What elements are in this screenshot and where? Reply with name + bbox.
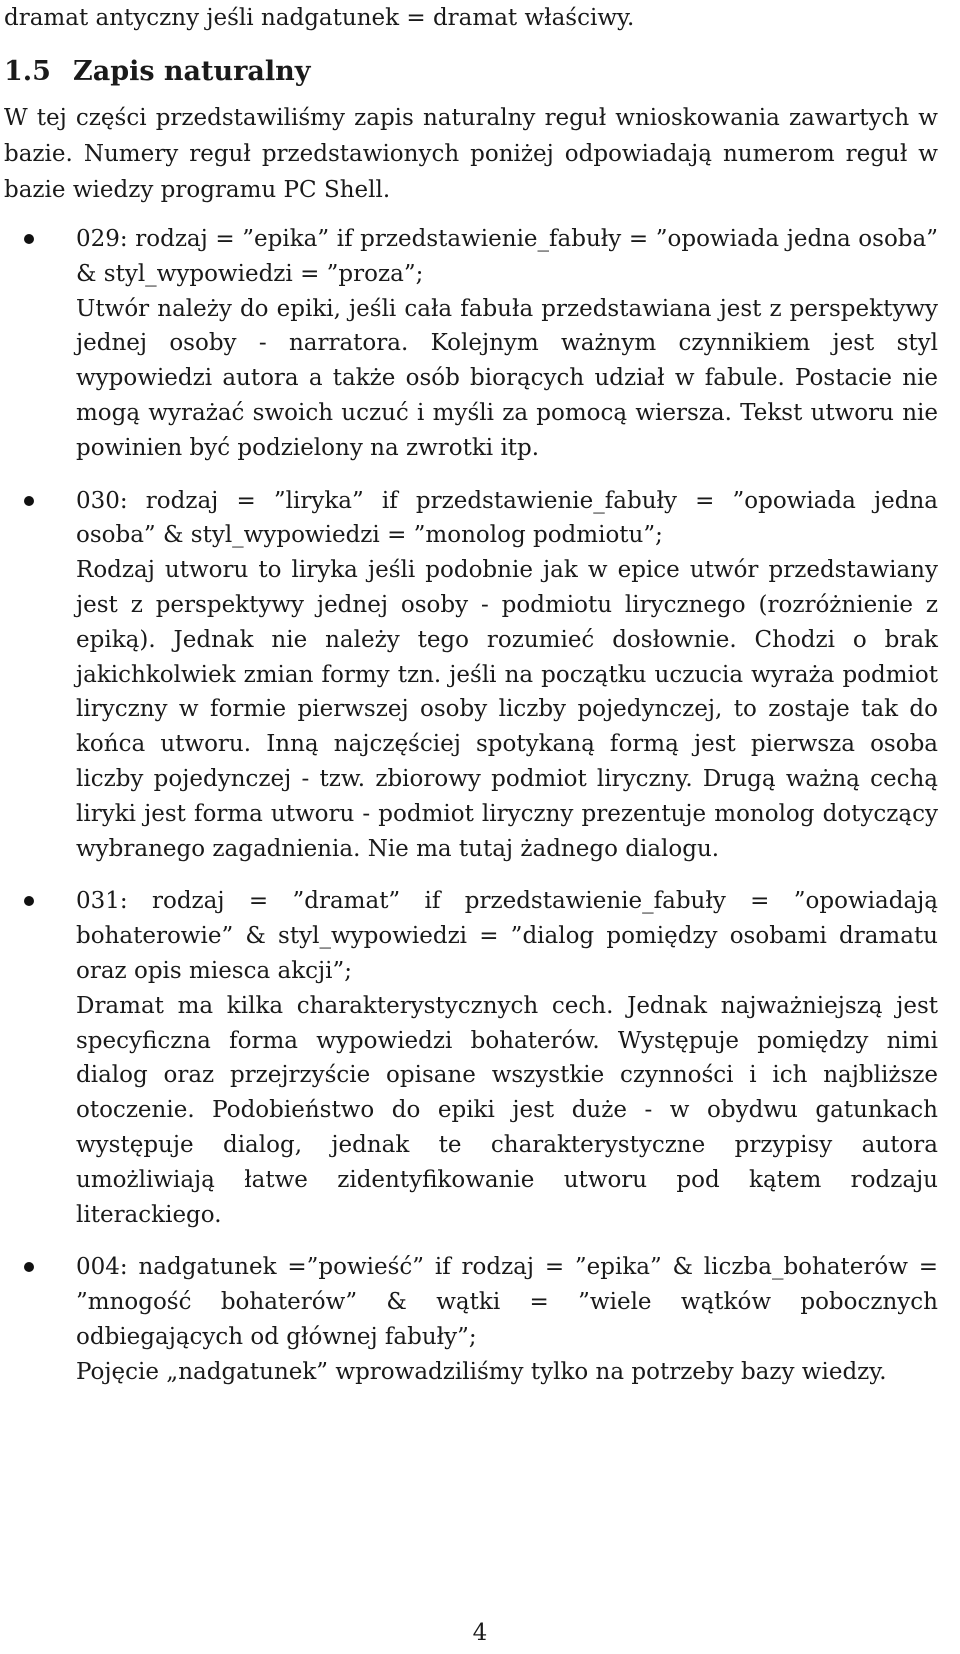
rules-list	[4, 222, 938, 1390]
list-item	[4, 484, 938, 867]
list-item	[4, 884, 938, 1232]
rule-text: 030: rodzaj = ”liryka” if przedstawienie_fabuły = ”opowiada jedna osoba” & styl_wypowiedzi = ”monolog podmiotu”;	[76, 487, 938, 549]
bullet-icon	[24, 1262, 34, 1272]
rule-text: 031: rodzaj = ”dramat” if przedstawienie_fabuły = ”opowiadają bohaterowie” & styl_wypowiedzi = ”dialog pomiędzy osobami dramatu oraz opis miesca akcji”;	[76, 888, 938, 984]
page-number: 4	[472, 1620, 488, 1646]
list-item	[4, 1250, 938, 1389]
section-heading	[4, 52, 938, 92]
section-title: Zapis naturalny	[72, 56, 311, 87]
continuation-line: dramat antyczny jeśli nadgatunek = dramat właściwy.	[4, 5, 635, 31]
rule-text: 004: nadgatunek =”powieść” if rodzaj = ”epika” & liczba_bohaterów = ”mnogość bohaterów” & wątki = ”wiele wątków pobocznych odbiegających od głównej fabuły”;	[76, 1254, 938, 1350]
list-item	[4, 222, 938, 466]
rule-description: Pojęcie „nadgatunek” wprowadziliśmy tylko na potrzeby bazy wiedzy.	[76, 1358, 887, 1385]
bullet-icon	[24, 896, 34, 906]
bullet-icon	[24, 234, 34, 244]
intro-paragraph: W tej części przedstawiliśmy zapis naturalny reguł wnioskowania zawartych w bazie. Numery reguł przedstawionych poniżej odpowiadają numerom reguł w bazie wiedzy programu PC Shell.	[4, 105, 938, 203]
rule-description: Rodzaj utworu to liryka jeśli podobnie jak w epice utwór przedstawiany jest z perspektywy jednej osoby - podmiotu lirycznego (rozróżnienie z epiką). Jednak nie należy tego rozumieć dosłownie. Chodzi o brak jakichkolwiek zmian formy tzn. jeśli na początku uczucia wyraża podmiot liryczny w formie pierwszej osoby liczby pojedynczej, to zostaje tak do końca utworu. Inną najczęściej spotykaną formą jest pierwsza osoba liczby pojedynczej - tzw. zbiorowy podmiot liryczny. Drugą ważną cechą liryki jest forma utworu - podmiot liryczny prezentuje monolog dotyczący wybranego zagadnienia. Nie ma tutaj żadnego dialogu.	[76, 557, 938, 862]
rule-description: Utwór należy do epiki, jeśli cała fabuła przedstawiana jest z perspektywy jednej osoby - narratora. Kolejnym ważnym czynnikiem jest styl wypowiedzi autora a także osób biorących udział w fabule. Postacie nie mogą wyrażać swoich uczuć i myśli za pomocą wiersza. Tekst utworu nie powinien być podzielony na zwrotki itp.	[76, 295, 938, 461]
section-number: 1.5	[4, 56, 51, 87]
rule-text: 029: rodzaj = ”epika” if przedstawienie_fabuły = ”opowiada jedna osoba” & styl_wypowiedzi = ”proza”;	[76, 226, 938, 287]
rule-description: Dramat ma kilka charakterystycznych cech. Jednak najważniejszą jest specyficzna forma wypowiedzi bohaterów. Występuje pomiędzy nimi dialog oraz przejrzyście opisane wszystkie czynności i ich najbliższe otoczenie. Podobieństwo do epiki jest duże - w obydwu gatunkach występuje dialog, jednak te charakterystyczne przypisy autora umożliwiają łatwe zidentyfikowanie utworu pod kątem rodzaju literackiego.	[76, 992, 938, 1228]
bullet-icon	[24, 496, 34, 506]
